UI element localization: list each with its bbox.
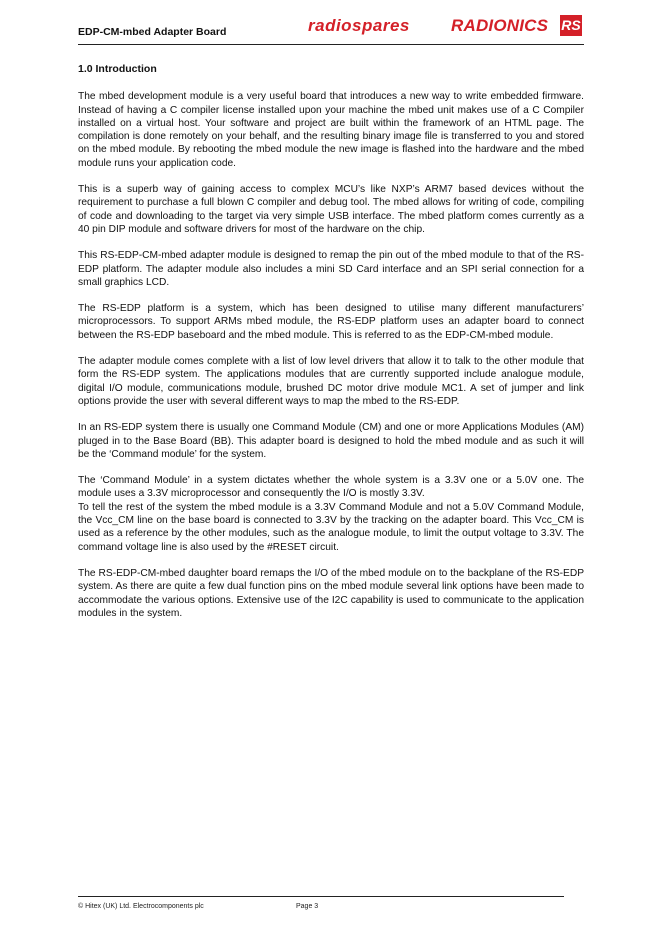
radionics-logo: RADIONICS (451, 16, 549, 35)
paragraph-daughter-board: The RS-EDP-CM-mbed daughter board remaps the I/O of the mbed module on to the backplane of the RS-EDP system. As there are quite a few dual function pins on the mbed module several link options have been made to accommodate the various options. Extensive use of the I2C capability is used to communicate to the application modules in the system. (78, 567, 584, 619)
paragraph-vcc-cm: To tell the rest of the system the mbed module is a 3.3V Command Module and not a 5.0V Command Module, the Vcc_CM line on the base board is connected to 3.3V by the tracking on the adapter board. This Vcc_CM is used as a reference by the other modules, such as the analogue module, to limit the output voltage to 3.3V. The command voltage line is also used by the #RESET circuit. (78, 501, 584, 553)
paragraph-drivers: The adapter module comes complete with a list of low level drivers that allow it to talk to the other module that form the RS-EDP system. The applications modules that are currently supported include analogue module, digital I/O module, communications module, brushed DC motor drive module MC1. A set of jumper and link options provide the user with several different ways to map the mbed to the RS-EDP. (78, 356, 584, 407)
page-number: Page 3 (296, 903, 319, 910)
paragraph-adapter-module: This RS-EDP-CM-mbed adapter module is designed to remap the pin out of the mbed module to that of the RS-EDP platform. The adapter module also includes a mini SD Card interface and an SPI serial connection for a small graphics LCD. (78, 250, 584, 288)
paragraph-rs-edp-platform: The RS-EDP platform is a system, which has been designed to utilise many different manufacturers’ microprocessors. To support ARMs mbed module, the RS-EDP platform uses an adapter board to connect between the RS-EDP baseboard and the mbed module. This is referred to as the EDP-CM-mbed module. (78, 303, 584, 341)
radiospares-logo: radiospares (308, 16, 410, 35)
paragraph-command-module: In an RS-EDP system there is usually one Command Module (CM) and one or more Applications Modules (AM) pluged in to the Base Board (BB). This adapter board is designed to hold the mbed module and as such it will be the ‘Command module’ for the system. (78, 422, 584, 460)
section-heading: 1.0 Introduction (78, 63, 157, 75)
page-footer (78, 896, 564, 917)
document-body (78, 63, 584, 633)
rs-logo: RS (560, 15, 582, 36)
document-title: EDP-CM-mbed Adapter Board (78, 26, 227, 38)
page-header (78, 14, 584, 45)
paragraph-mcu-access: This is a superb way of gaining access to complex MCU’s like NXP’s ARM7 based devices without the requirement to purchase a full blown C compiler and debug tool. The mbed allows for writing of code, compiling of code and downloading to the target via very simple USB interface. The mbed platform comes currently as a 40 pin DIP module and software drivers for most of the hardware on the chip. (78, 184, 584, 235)
footer-copyright: © Hitex (UK) Ltd. Electrocomponents plc (78, 903, 204, 910)
paragraph-voltage: The ‘Command Module’ in a system dictates whether the whole system is a 3.3V one or a 5.0V one. The module uses a 3.3V microprocessor and consequently the I/O is mostly 3.3V. (78, 475, 584, 500)
paragraph-mbed-overview: The mbed development module is a very useful board that introduces a new way to write embedded firmware. Instead of having a C compiler license installed upon your machine the mbed unit makes use of a C Compiler installed on a virtual host. Your software and project are built within the framework of an HTML page. The compilation is done remotely on your behalf, and the resulting binary image file is transferred to you and stored on the mbed module. By rebooting the mbed module the new image is flashed into the hardware and the mbed module runs your application code. (78, 91, 584, 169)
